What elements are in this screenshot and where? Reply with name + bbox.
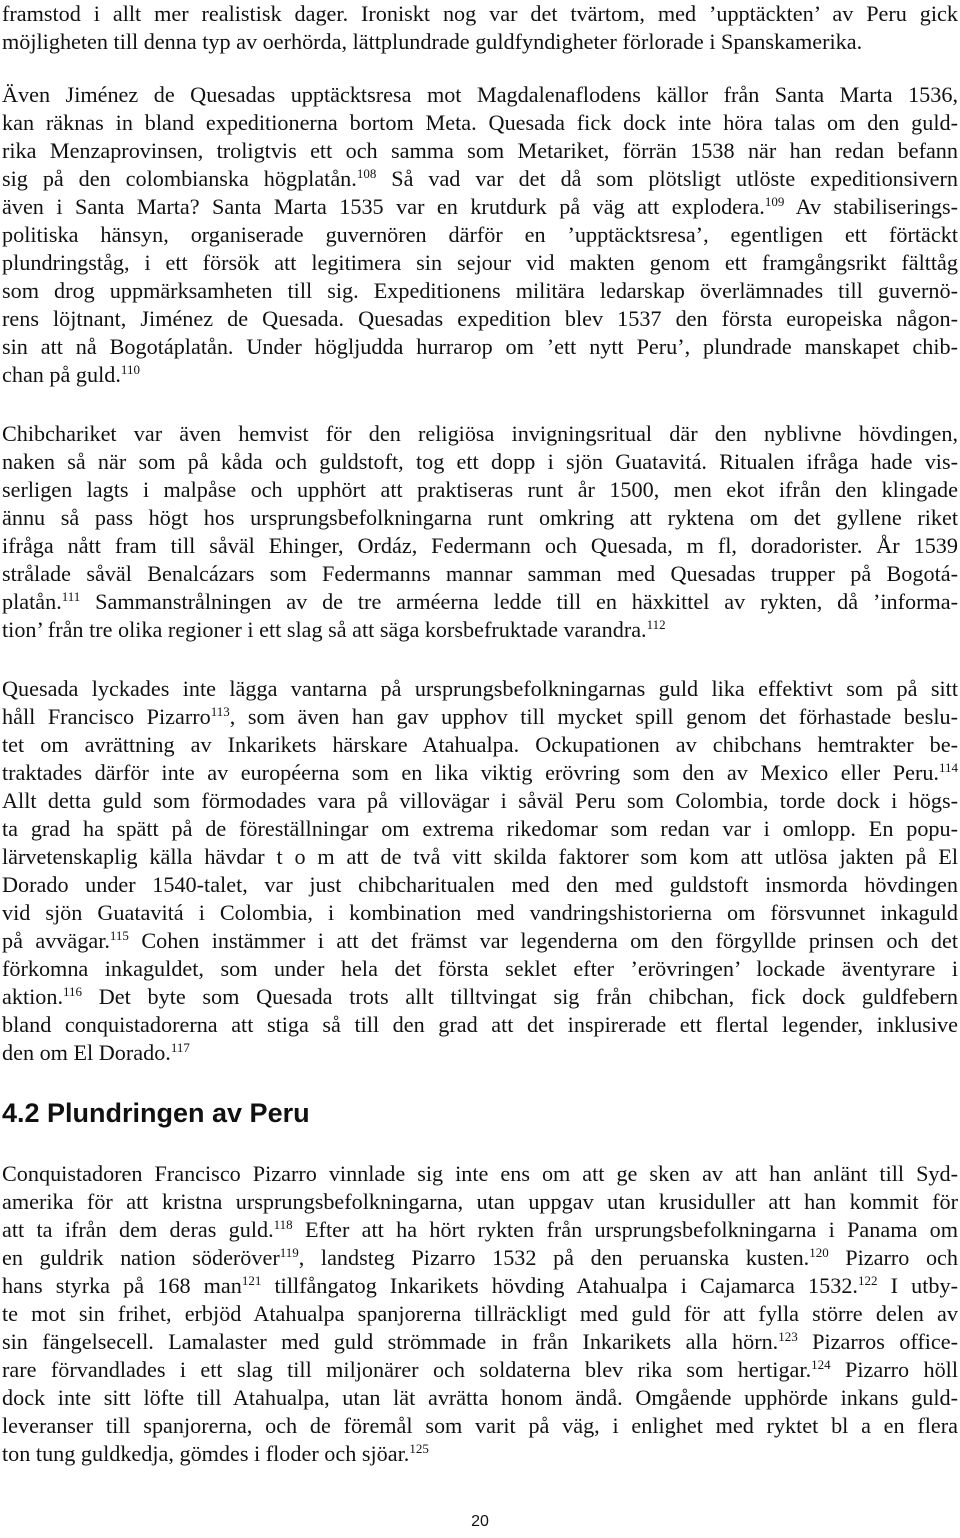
text-run: Efter att ha hört rykten från ursprungsbefolkningarna i Panama om <box>292 1217 958 1242</box>
text-line <box>2 1300 958 1328</box>
footnote-ref: 119 <box>279 1245 299 1260</box>
text-line <box>2 1440 958 1468</box>
text-line <box>2 249 958 277</box>
footnote-ref: 123 <box>778 1329 798 1344</box>
text-line <box>2 871 958 899</box>
text-line <box>2 1039 958 1067</box>
text-run: ännu så pass högt hos ursprungsbefolkningarna runt omkring att ryktena om det gyllene riket <box>2 505 958 530</box>
text-run: tillfångatog Inkarikets hövding Atahualpa i Cajamarca 1532. <box>261 1273 858 1298</box>
text-line <box>2 81 958 109</box>
text-line <box>2 277 958 305</box>
text-line <box>2 1384 958 1412</box>
text-run: den om El Dorado. <box>2 1040 171 1065</box>
text-run: I utby- <box>877 1273 958 1298</box>
text-run: plundringståg, i ett försök att legitimera sin sejour vid makten genom ett framgångsrikt fälttåg <box>2 250 958 275</box>
text-line <box>2 1412 958 1440</box>
text-run: aktion. <box>2 984 64 1009</box>
text-line <box>2 448 958 476</box>
text-run: strålade såväl Benalcázars som Federmanns mannar samman med Quesadas trupper på Bogotá- <box>2 561 958 586</box>
text-line <box>2 476 958 504</box>
footnote-ref: 115 <box>109 928 129 943</box>
text-line <box>2 843 958 871</box>
text-run: Dorado under 1540-talet, var just chibcharitualen med den med guldstoft insmorda hövdingen <box>2 872 958 897</box>
text-run: att ta ifrån dem deras guld. <box>2 1217 274 1242</box>
text-run: vid sjön Guatavitá i Colombia, i kombination med vandringshistorierna om försvunnet inkaguld <box>2 900 958 925</box>
text-line <box>2 675 958 703</box>
text-line <box>2 731 958 759</box>
text-run: Av stabiliserings- <box>784 194 958 219</box>
text-line <box>2 504 958 532</box>
text-run: , som även han gav upphov till mycket spill genom det förhastade beslu- <box>229 704 958 729</box>
footnote-ref: 116 <box>63 984 83 999</box>
text-run: hans styrka på 168 man <box>2 1273 242 1298</box>
text-run: bland conquistadorerna att stiga så till den grad att det inspirerade ett flertal legender, inklusive <box>2 1012 958 1037</box>
text-run: Pizarro höll <box>830 1357 958 1382</box>
text-run: te mot sin frihet, erbjöd Atahualpa spanjorerna tillräckligt med guld för att fylla större delen av <box>2 1301 958 1326</box>
text-line <box>2 1216 958 1244</box>
text-line <box>2 927 958 955</box>
text-line <box>2 305 958 333</box>
text-run: Pizarros office- <box>797 1329 958 1354</box>
text-run: Conquistadoren Francisco Pizarro vinnlade sig inte ens om att ge sken av att han anlänt till Syd- <box>2 1161 958 1186</box>
text-run: Quesada lyckades inte lägga vantarna på ursprungsbefolkningarnas guld lika effektivt som på sitt <box>2 676 958 701</box>
footnote-ref: 109 <box>764 194 785 209</box>
text-line <box>2 1011 958 1039</box>
text-run: på avvägar. <box>2 928 110 953</box>
footnote-ref: 111 <box>61 589 81 604</box>
text-run: chan på guld. <box>2 362 121 387</box>
footnote-ref: 112 <box>646 617 666 632</box>
footnote-ref: 122 <box>857 1273 878 1288</box>
text-run: kan räknas in bland expeditionerna bortom Meta. Quesada fick dock inte höra talas om den guld- <box>2 110 958 135</box>
text-run: som drog uppmärksamheten till sig. Expeditionens militära ledarskap överlämnades till guvernö- <box>2 278 958 303</box>
text-line <box>2 955 958 983</box>
text-line <box>2 165 958 193</box>
text-run: Så vad var det då som plötsligt utlöste expeditionsivern <box>376 166 958 191</box>
page-number: 20 <box>471 1513 489 1530</box>
text-line <box>2 420 958 448</box>
text-run: ton tung guldkedja, gömdes i floder och sjöar. <box>2 1441 410 1466</box>
text-run: amerika för att kristna ursprungsbefolkningarna, utan uppgav utan krusiduller att han kommit för <box>2 1189 958 1214</box>
text-run: Även Jiménez de Quesadas upptäcktsresa mot Magdalenaflodens källor från Santa Marta 1536, <box>2 82 958 107</box>
text-line <box>2 361 958 389</box>
text-line <box>2 1188 958 1216</box>
text-run: tion’ från tre olika regioner i ett slag så att säga korsbefruktade varandra. <box>2 617 647 642</box>
text-run: leveranser till spanjorerna, och de föremål som varit på väg, i enlighet med ryktet bl a en flera <box>2 1413 958 1438</box>
text-line <box>2 532 958 560</box>
footnote-ref: 120 <box>809 1245 829 1260</box>
text-line <box>2 616 958 644</box>
text-run: sig på den colombianska högplatån. <box>2 166 357 191</box>
text-line <box>2 28 958 56</box>
footnote-ref: 117 <box>170 1040 190 1055</box>
text-run: Pizarro och <box>828 1245 958 1270</box>
footnote-ref: 121 <box>241 1273 262 1288</box>
text-run: , landsteg Pizarro 1532 på den peruanska kusten. <box>298 1245 810 1270</box>
text-line <box>2 333 958 361</box>
text-run: rika Menzaprovinsen, troligtvis ett och samma som Metariket, förrän 1538 när han redan befann <box>2 138 958 163</box>
text-line <box>2 787 958 815</box>
text-run: möjligheten till denna typ av oerhörda, lättplundrade guldfyndigheter förlorade i Spanskamerika. <box>2 29 863 54</box>
footnote-ref: 110 <box>120 362 140 377</box>
text-line <box>2 1356 958 1384</box>
text-run: dock inte sitt löfte till Atahualpa, utan lät avrätta honom ändå. Omgående upphörde inkans guld- <box>2 1385 958 1410</box>
text-run: Det byte som Quesada trots allt tilltvingat sig från chibchan, fick dock guldfebern <box>82 984 958 1009</box>
text-line <box>2 137 958 165</box>
footnote-ref: 125 <box>409 1441 429 1456</box>
text-run: håll Francisco Pizarro <box>2 704 211 729</box>
text-line <box>2 703 958 731</box>
text-run: rare förvandlades i ett slag till miljonärer och soldaterna blev rika som hertigar. <box>2 1357 812 1382</box>
footnote-ref: 114 <box>938 760 958 775</box>
text-run: serligen lagts i malpåse och upphört att praktiseras runt år 1500, men ekot ifrån den klingade <box>2 477 958 502</box>
text-line <box>2 899 958 927</box>
text-run: rens löjtnant, Jiménez de Quesada. Quesadas expedition blev 1537 den första europeiska någon- <box>2 306 958 331</box>
text-line <box>2 1244 958 1272</box>
text-run: platån. <box>2 589 62 614</box>
text-run: förkomna inkaguldet, som under hela det första seklet efter ’erövringen’ lockade äventyrare i <box>2 956 958 981</box>
section-heading: 4.2 Plundringen av Peru <box>2 1098 310 1128</box>
text-line <box>2 193 958 221</box>
footnote-ref: 118 <box>273 1217 293 1232</box>
text-run: sin fängelsecell. Lamalaster med guld strömmade in från Inkarikets alla hörn. <box>2 1329 779 1354</box>
text-run: en guldrik nation söderöver <box>2 1245 280 1270</box>
text-run: Chibchariket var även hemvist för den religiösa invigningsritual där den nyblivne hövdingen, <box>2 421 958 446</box>
text-line <box>2 815 958 843</box>
footnote-ref: 108 <box>356 166 377 181</box>
text-run: sin att nå Bogotáplatån. Under högljudda hurrarop om ’ett nytt Peru’, plundrade manskapet chib- <box>2 334 958 359</box>
text-line <box>2 1328 958 1356</box>
text-run: traktades därför inte av européerna som en lika viktig erövring som den av Mexico eller Peru. <box>2 760 939 785</box>
text-run: ta grad ha spätt på de föreställningar om extrema rikedomar som redan var i omlopp. En popu- <box>2 816 958 841</box>
text-run: tet om avrättning av Inkarikets härskare Atahualpa. Ockupationen av chibchans hemtrakter be- <box>2 732 958 757</box>
text-line <box>2 560 958 588</box>
text-run: ifråga nått fram till såväl Ehinger, Ordáz, Federmann och Quesada, m fl, doradorister. År 1539 <box>2 533 958 558</box>
text-run: Allt detta guld som förmodades vara på villovägar i såväl Peru som Colombia, torde dock i högs- <box>2 788 958 813</box>
text-line <box>2 1272 958 1300</box>
text-line <box>2 588 958 616</box>
text-run: även i Santa Marta? Santa Marta 1535 var en krutdurk på väg att explodera. <box>2 194 765 219</box>
text-line <box>2 759 958 787</box>
text-run: Sammanstrålningen av de tre arméerna ledde till en häxkittel av rykten, då ’informa- <box>80 589 958 614</box>
text-line <box>2 1160 958 1188</box>
footnote-ref: 113 <box>210 704 230 719</box>
text-line <box>2 221 958 249</box>
footnote-ref: 124 <box>811 1357 831 1372</box>
text-line <box>2 0 958 28</box>
text-run: framstod i allt mer realistisk dager. Ironiskt nog var det tvärtom, med ’upptäckten’ av Peru gick <box>2 1 958 26</box>
text-run: Cohen instämmer i att det främst var legenderna om den förgyllde prinsen och det <box>128 928 958 953</box>
text-run: lärvetenskaplig källa hävdar t o m att de två vitt skilda faktorer som kom att utlösa jakten på El <box>2 844 958 869</box>
text-line <box>2 983 958 1011</box>
text-run: politiska hänsyn, organiserade guvernören därför en ’upptäcktsresa’, egentligen ett förtäckt <box>2 222 958 247</box>
text-run: naken så när som på kåda och guldstoft, tog ett dopp i sjön Guatavitá. Ritualen ifråga hade vis- <box>2 449 958 474</box>
text-line <box>2 109 958 137</box>
